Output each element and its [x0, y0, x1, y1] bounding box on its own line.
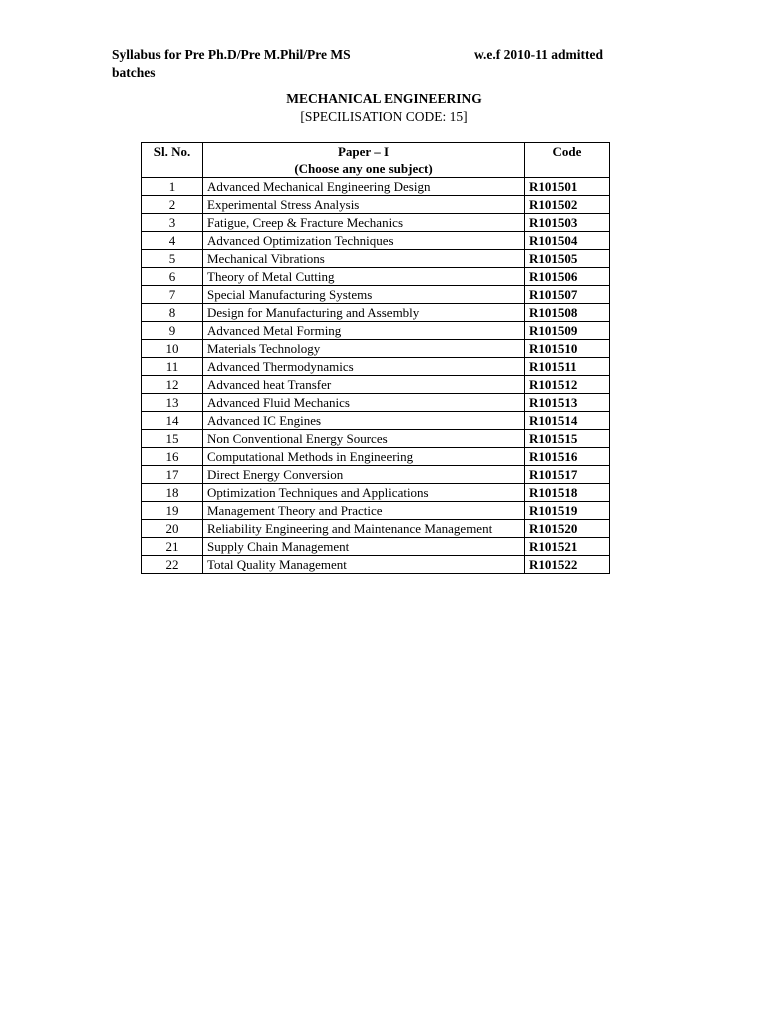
table-body [142, 178, 610, 574]
code-cell: R101512 [525, 376, 610, 394]
code-cell: R101510 [525, 340, 610, 358]
subject-cell: Advanced IC Engines [203, 412, 525, 430]
code-cell: R101513 [525, 394, 610, 412]
table-row [142, 340, 610, 358]
header-left-line1: Syllabus for Pre Ph.D/Pre M.Phil/Pre MS [112, 47, 351, 62]
table-row [142, 286, 610, 304]
table-row [142, 484, 610, 502]
subject-cell: Theory of Metal Cutting [203, 268, 525, 286]
code-cell: R101518 [525, 484, 610, 502]
sl-no-cell: 9 [142, 322, 203, 340]
page-title: MECHANICAL ENGINEERING [286, 91, 482, 106]
sl-no-cell: 1 [142, 178, 203, 196]
page-subtitle: [SPECILISATION CODE: 15] [300, 109, 468, 124]
header-right: w.e.f 2010-11 admitted [474, 47, 603, 62]
sl-no-cell: 10 [142, 340, 203, 358]
table-row [142, 268, 610, 286]
table-row [142, 538, 610, 556]
sl-no-cell: 17 [142, 466, 203, 484]
sl-no-cell: 22 [142, 556, 203, 574]
sl-no-cell: 20 [142, 520, 203, 538]
sl-no-cell: 2 [142, 196, 203, 214]
sl-no-cell: 14 [142, 412, 203, 430]
code-cell: R101506 [525, 268, 610, 286]
subject-cell: Materials Technology [203, 340, 525, 358]
sl-no-cell: 12 [142, 376, 203, 394]
sl-no-cell: 7 [142, 286, 203, 304]
table-row [142, 322, 610, 340]
table-row [142, 520, 610, 538]
sl-no-cell: 18 [142, 484, 203, 502]
table-row [142, 196, 610, 214]
subject-cell: Non Conventional Energy Sources [203, 430, 525, 448]
code-cell: R101511 [525, 358, 610, 376]
code-cell: R101507 [525, 286, 610, 304]
sl-no-cell: 19 [142, 502, 203, 520]
subject-cell: Fatigue, Creep & Fracture Mechanics [203, 214, 525, 232]
code-cell: R101517 [525, 466, 610, 484]
code-cell: R101502 [525, 196, 610, 214]
subject-cell: Special Manufacturing Systems [203, 286, 525, 304]
table-row [142, 304, 610, 322]
code-cell: R101521 [525, 538, 610, 556]
subject-cell: Design for Manufacturing and Assembly [203, 304, 525, 322]
table-row [142, 250, 610, 268]
sl-no-cell: 13 [142, 394, 203, 412]
header-left-line2: batches [112, 65, 156, 80]
sl-no-cell: 21 [142, 538, 203, 556]
table-row [142, 430, 610, 448]
code-cell: R101522 [525, 556, 610, 574]
subject-cell: Optimization Techniques and Applications [203, 484, 525, 502]
table-row [142, 502, 610, 520]
sl-no-cell: 11 [142, 358, 203, 376]
subject-cell: Management Theory and Practice [203, 502, 525, 520]
code-cell: R101520 [525, 520, 610, 538]
code-cell: R101505 [525, 250, 610, 268]
subject-cell: Reliability Engineering and Maintenance Management [203, 520, 525, 538]
sl-no-cell: 8 [142, 304, 203, 322]
table-row [142, 394, 610, 412]
sl-no-cell: 5 [142, 250, 203, 268]
table-row [142, 358, 610, 376]
code-cell: R101503 [525, 214, 610, 232]
subject-cell: Advanced Thermodynamics [203, 358, 525, 376]
subject-cell: Advanced heat Transfer [203, 376, 525, 394]
table-row [142, 448, 610, 466]
subject-cell: Computational Methods in Engineering [203, 448, 525, 466]
code-cell: R101514 [525, 412, 610, 430]
subjects-table [141, 142, 610, 574]
code-cell: R101504 [525, 232, 610, 250]
table-row [142, 178, 610, 196]
subject-cell: Experimental Stress Analysis [203, 196, 525, 214]
sl-no-cell: 15 [142, 430, 203, 448]
table-row [142, 376, 610, 394]
header-paper-line2: (Choose any one subject) [294, 161, 433, 176]
table-row [142, 466, 610, 484]
subject-cell: Total Quality Management [203, 556, 525, 574]
sl-no-cell: 4 [142, 232, 203, 250]
code-cell: R101516 [525, 448, 610, 466]
subject-cell: Supply Chain Management [203, 538, 525, 556]
header-code: Code [525, 143, 610, 178]
subject-cell: Advanced Optimization Techniques [203, 232, 525, 250]
sl-no-cell: 6 [142, 268, 203, 286]
subject-cell: Advanced Fluid Mechanics [203, 394, 525, 412]
subject-cell: Advanced Mechanical Engineering Design [203, 178, 525, 196]
code-cell: R101508 [525, 304, 610, 322]
table-row [142, 214, 610, 232]
header-paper-line1: Paper – I [337, 144, 390, 159]
table-header-row [142, 143, 610, 178]
code-cell: R101509 [525, 322, 610, 340]
subject-cell: Advanced Metal Forming [203, 322, 525, 340]
code-cell: R101515 [525, 430, 610, 448]
table-row [142, 556, 610, 574]
sl-no-cell: 16 [142, 448, 203, 466]
subject-cell: Mechanical Vibrations [203, 250, 525, 268]
sl-no-cell: 3 [142, 214, 203, 232]
table-row [142, 412, 610, 430]
subject-cell: Direct Energy Conversion [203, 466, 525, 484]
page-header [112, 46, 632, 82]
code-cell: R101519 [525, 502, 610, 520]
code-cell: R101501 [525, 178, 610, 196]
table-row [142, 232, 610, 250]
header-sl-no: Sl. No. [142, 143, 203, 178]
header-paper [203, 143, 525, 178]
